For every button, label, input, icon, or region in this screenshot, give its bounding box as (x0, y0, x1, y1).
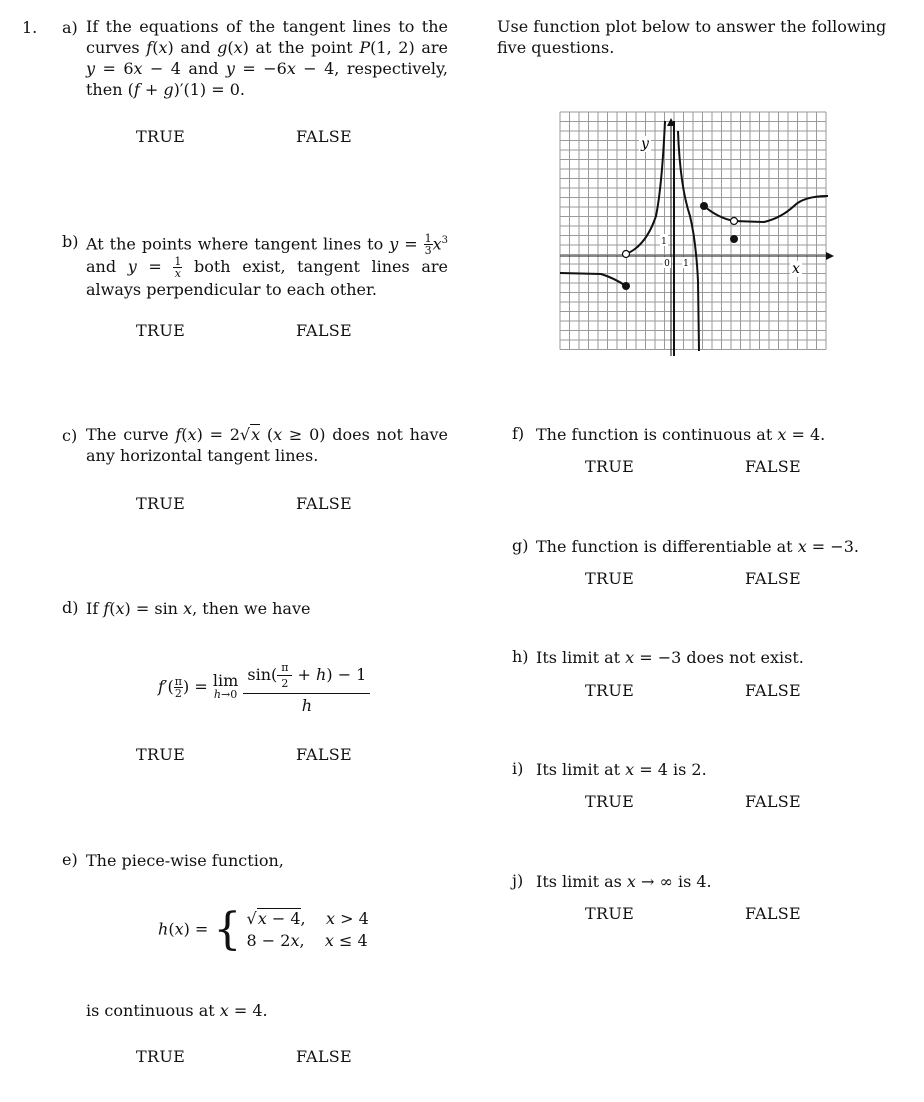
item-g-false-option[interactable]: FALSE (745, 569, 802, 588)
item-a-label: a) (62, 18, 78, 37)
item-c-statement: The curve f(x) = 2√x (x ≥ 0) does not have any horizontal tangent lines. (86, 425, 449, 465)
item-a-statement: If the equations of the tangent lines to the curves f(x) and g(x) at the point P(1, 2) are y = 6x − 4 and y = −6x − 4, respectively, then (f + g)′(1) = 0. (86, 17, 449, 99)
item-j-label: j) (512, 871, 524, 890)
item-j-true-option[interactable]: TRUE (585, 904, 635, 923)
item-b-true-option[interactable]: TRUE (136, 321, 186, 340)
item-h-label: h) (512, 647, 529, 666)
item-j-false-option[interactable]: FALSE (745, 904, 802, 923)
x-tick-label-1: 1 (683, 259, 689, 269)
item-i-true-option[interactable]: TRUE (585, 792, 635, 811)
item-e-label: e) (62, 850, 78, 869)
item-d-label: d) (62, 598, 79, 617)
function-graph (556, 106, 836, 358)
item-e-statement: The piece-wise function, (86, 851, 284, 870)
open-dot-left (623, 251, 630, 258)
open-dot-right (731, 218, 738, 225)
item-c-true-option[interactable]: TRUE (136, 494, 186, 513)
curve-middle-branch (678, 131, 699, 351)
closed-dot-left (622, 282, 630, 290)
item-f-statement: The function is continuous at x = 4. (536, 425, 826, 444)
x-tick-label-0: 0 (664, 259, 670, 269)
item-e-formula: h(x) = { √x − 4, x > 4 8 − 2x, x ≤ 4 (158, 904, 369, 955)
item-c-false-option[interactable]: FALSE (296, 494, 353, 513)
x-axis-label: x (792, 261, 800, 277)
closed-dot-middle (700, 202, 708, 210)
item-i-statement: Its limit at x = 4 is 2. (536, 760, 707, 779)
item-h-false-option[interactable]: FALSE (745, 681, 802, 700)
item-b-label: b) (62, 232, 79, 251)
item-e-continuation: is continuous at x = 4. (86, 1001, 268, 1020)
item-b-statement: At the points where tangent lines to y = $\frac{1}{3}$ $x^3$ and y = $\frac{1}{x}$ both exist, tangent lines are always perpendicular to each other. (86, 232, 449, 300)
item-e-true-option[interactable]: TRUE (136, 1047, 186, 1066)
item-f-false-option[interactable]: FALSE (745, 457, 802, 476)
item-e-false-option[interactable]: FALSE (296, 1047, 353, 1066)
item-h-statement: Its limit at x = −3 does not exist. (536, 648, 804, 667)
item-c-label: c) (62, 426, 78, 445)
x-axis-arrow-icon (826, 252, 834, 260)
item-d-false-option[interactable]: FALSE (296, 745, 353, 764)
item-d-statement: If f(x) = sin x, then we have (86, 599, 311, 618)
item-d-formula: f′( $\frac{\pi}{2}$ ) = lim h→0 sin( $\frac{\pi}{2}$ + h) − 1 h (158, 658, 370, 717)
problem-number: 1. (22, 18, 38, 37)
graph-intro: Use function plot below to answer the following five questions. (497, 17, 887, 57)
item-h-true-option[interactable]: TRUE (585, 681, 635, 700)
item-g-statement: The function is differentiable at x = −3. (536, 537, 859, 556)
item-g-label: g) (512, 536, 529, 555)
item-i-false-option[interactable]: FALSE (745, 792, 802, 811)
item-b-false-option[interactable]: FALSE (296, 321, 353, 340)
item-f-label: f) (512, 424, 525, 443)
item-a-false-option[interactable]: FALSE (296, 127, 353, 146)
item-j-statement: Its limit as x → ∞ is 4. (536, 872, 712, 891)
item-f-true-option[interactable]: TRUE (585, 457, 635, 476)
item-i-label: i) (512, 759, 524, 778)
item-d-true-option[interactable]: TRUE (136, 745, 186, 764)
item-a-true-option[interactable]: TRUE (136, 127, 186, 146)
closed-dot-right (730, 235, 738, 243)
item-g-true-option[interactable]: TRUE (585, 569, 635, 588)
curve-right-branch (704, 196, 828, 222)
y-tick-label-1: 1 (661, 237, 667, 247)
y-axis-label: y (641, 136, 649, 152)
